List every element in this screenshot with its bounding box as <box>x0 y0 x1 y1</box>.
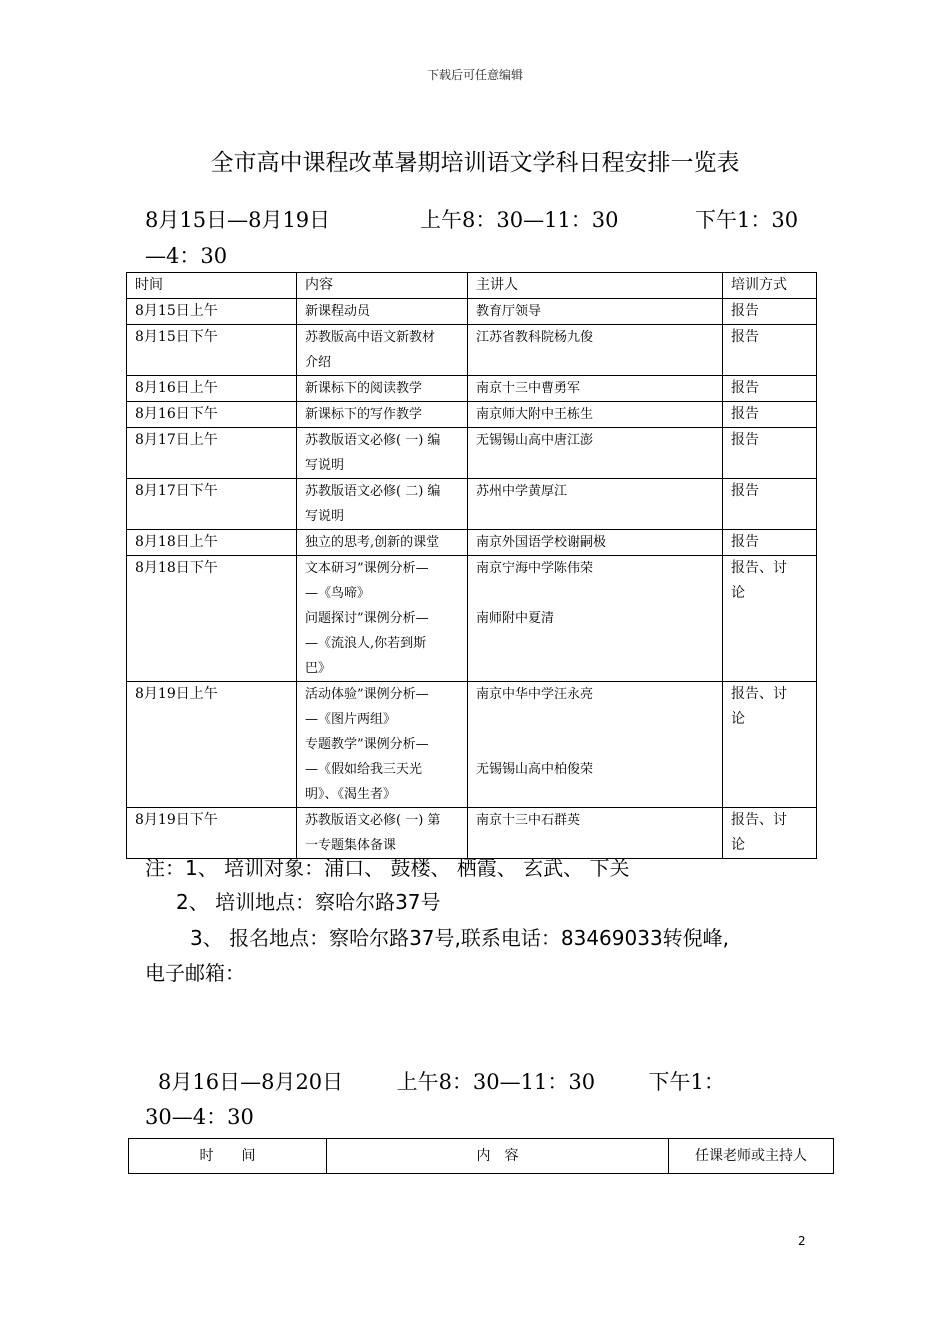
header-content: 内容 <box>297 273 468 299</box>
cell-content-line: —《鸟啼》 <box>305 586 371 601</box>
cell-speaker-line: 南京师大附中王栋生 <box>476 407 594 422</box>
cell-speaker-line <box>476 581 714 606</box>
cell-method-line: 报告 <box>731 483 759 499</box>
schedule-2-times: 8月16日—8月20日 上午8：30—11：30 下午1： <box>158 1070 725 1094</box>
note-3: 3、 报名地点：察哈尔路37号,联系电话：83469033转倪峰, <box>190 926 730 950</box>
cell-speaker <box>468 556 723 682</box>
cell-content-line: 新课标下的写作教学 <box>305 407 423 422</box>
cell-method-line: 报告、讨 <box>731 560 787 576</box>
cell-speaker <box>468 299 723 325</box>
header-time: 时 间 <box>129 1139 327 1174</box>
cell-content-line: 专题教学”课例分析— <box>305 737 429 752</box>
cell-time: 8月19日上午 <box>127 682 297 808</box>
cell-content-line: 明》、《渴生者》 <box>305 787 397 802</box>
cell-content-line: 新课程动员 <box>305 304 371 319</box>
note-3-email: 电子邮箱： <box>145 961 245 985</box>
table-header-row <box>127 273 817 299</box>
cell-method <box>723 530 817 556</box>
table-row <box>127 556 817 682</box>
cell-method-line: 论 <box>731 837 745 853</box>
cell-content-line: 介绍 <box>305 355 332 370</box>
cell-method <box>723 428 817 479</box>
header-method: 培训方式 <box>723 273 817 299</box>
cell-method-line: 报告 <box>731 406 759 422</box>
cell-content <box>297 479 468 530</box>
cell-method-line: 报告 <box>731 380 759 396</box>
cell-method-line: 论 <box>731 585 745 601</box>
cell-speaker-line <box>476 732 714 757</box>
cell-content-line: —《流浪人,你若到斯 <box>305 636 427 651</box>
cell-content <box>297 376 468 402</box>
cell-method-line: 报告 <box>731 329 759 345</box>
cell-time: 8月18日下午 <box>127 556 297 682</box>
cell-speaker-line: 江苏省教科院杨九俊 <box>476 330 594 345</box>
cell-method-line: 报告 <box>731 534 759 550</box>
cell-speaker <box>468 682 723 808</box>
cell-content-line: 新课标下的阅读教学 <box>305 381 423 396</box>
cell-time: 8月19日下午 <box>127 808 297 859</box>
cell-time: 8月15日上午 <box>127 299 297 325</box>
schedule-1-morning: 上午8：30—11：30 <box>420 208 619 232</box>
cell-method <box>723 479 817 530</box>
cell-speaker <box>468 402 723 428</box>
schedule-1-afternoon: 下午1：30 <box>695 208 799 232</box>
cell-content-line: 写说明 <box>305 509 345 524</box>
cell-speaker-line: 无锡锡山高中柏俊荣 <box>476 762 594 777</box>
cell-speaker <box>468 530 723 556</box>
schedule-1-times <box>145 202 825 274</box>
cell-content <box>297 325 468 376</box>
cell-time: 8月16日上午 <box>127 376 297 402</box>
table-row <box>127 808 817 859</box>
header-time: 时间 <box>127 273 297 299</box>
schedule-1-afternoon-end: —4：30 <box>145 244 228 268</box>
cell-method-line: 报告、讨 <box>731 812 787 828</box>
cell-speaker-line: 南京十三中石群英 <box>476 813 581 828</box>
cell-time: 8月17日上午 <box>127 428 297 479</box>
cell-content <box>297 808 468 859</box>
cell-speaker-line: 南京十三中曹勇军 <box>476 381 581 396</box>
cell-speaker-line <box>476 707 714 732</box>
cell-method <box>723 376 817 402</box>
cell-method-line: 报告 <box>731 432 759 448</box>
table-row <box>127 428 817 479</box>
cell-content-line: 苏教版语文必修( 一) 第 <box>305 813 441 828</box>
cell-content-line: 苏教版语文必修( 一) 编 <box>305 433 441 448</box>
cell-speaker-line: 南京中华中学汪永亮 <box>476 687 594 702</box>
cell-content-line: 独立的思考,创新的课堂 <box>305 535 440 550</box>
table-row <box>127 376 817 402</box>
cell-time: 8月15日下午 <box>127 325 297 376</box>
table-row <box>127 530 817 556</box>
cell-content <box>297 530 468 556</box>
cell-method <box>723 682 817 808</box>
table-row <box>127 299 817 325</box>
cell-content <box>297 402 468 428</box>
table-row <box>127 479 817 530</box>
cell-speaker-line: 南京宁海中学陈伟荣 <box>476 561 594 576</box>
cell-content <box>297 682 468 808</box>
cell-method-line: 论 <box>731 711 745 727</box>
note-1: 注：1、 培训对象：浦口、 鼓楼、 栖霞、 玄武、 下关 <box>145 856 630 880</box>
table-row <box>127 325 817 376</box>
cell-speaker-line: 南京外国语学校谢嗣极 <box>476 535 607 550</box>
cell-content-line: 一专题集体备课 <box>305 838 397 853</box>
table-row <box>127 682 817 808</box>
schedule-table-2 <box>128 1138 834 1174</box>
cell-content-line: 苏教版高中语文新教材 <box>305 330 436 345</box>
cell-content-line: 写说明 <box>305 458 345 473</box>
cell-method <box>723 402 817 428</box>
schedule-table-1 <box>126 272 817 859</box>
page-number: 2 <box>798 1234 806 1248</box>
cell-speaker-line: 教育厅领导 <box>476 304 542 319</box>
cell-method-line: 报告、讨 <box>731 686 787 702</box>
cell-content-line: 巴》 <box>305 661 332 676</box>
note-2: 2、 培训地点：察哈尔路37号 <box>176 890 441 914</box>
cell-speaker-line: 苏州中学黄厚江 <box>476 484 568 499</box>
schedule-1-dates: 8月15日—8月19日 <box>145 208 331 232</box>
cell-speaker <box>468 479 723 530</box>
cell-method-line: 报告 <box>731 303 759 319</box>
cell-content <box>297 428 468 479</box>
header-content: 内 容 <box>327 1139 669 1174</box>
cell-content-line: —《图片两组》 <box>305 712 397 727</box>
cell-time: 8月16日下午 <box>127 402 297 428</box>
document-title: 全市高中课程改革暑期培训语文学科日程安排一览表 <box>210 150 740 176</box>
cell-content-line: 苏教版语文必修( 二) 编 <box>305 484 441 499</box>
cell-method <box>723 808 817 859</box>
cell-method <box>723 299 817 325</box>
header-note: 下载后可任意编辑 <box>426 68 523 82</box>
cell-time: 8月18日上午 <box>127 530 297 556</box>
cell-time: 8月17日下午 <box>127 479 297 530</box>
cell-content-line: 文本研习”课例分析— <box>305 561 429 576</box>
cell-speaker <box>468 376 723 402</box>
cell-content <box>297 299 468 325</box>
cell-content <box>297 556 468 682</box>
table-header-row <box>129 1139 834 1174</box>
cell-method <box>723 556 817 682</box>
header-speaker: 主讲人 <box>468 273 723 299</box>
cell-content-line: 活动体验”课例分析— <box>305 687 429 702</box>
cell-content-line: —《假如给我三天光 <box>305 762 423 777</box>
cell-method <box>723 325 817 376</box>
cell-speaker-line: 南师附中夏清 <box>476 611 555 626</box>
header-teacher: 任课老师或主持人 <box>669 1139 834 1174</box>
cell-speaker <box>468 428 723 479</box>
cell-speaker <box>468 808 723 859</box>
schedule-2-afternoon-end: 30—4：30 <box>145 1105 254 1129</box>
cell-speaker <box>468 325 723 376</box>
cell-speaker-line: 无锡锡山高中唐江澎 <box>476 433 594 448</box>
table-row <box>127 402 817 428</box>
cell-content-line: 问题探讨”课例分析— <box>305 611 429 626</box>
